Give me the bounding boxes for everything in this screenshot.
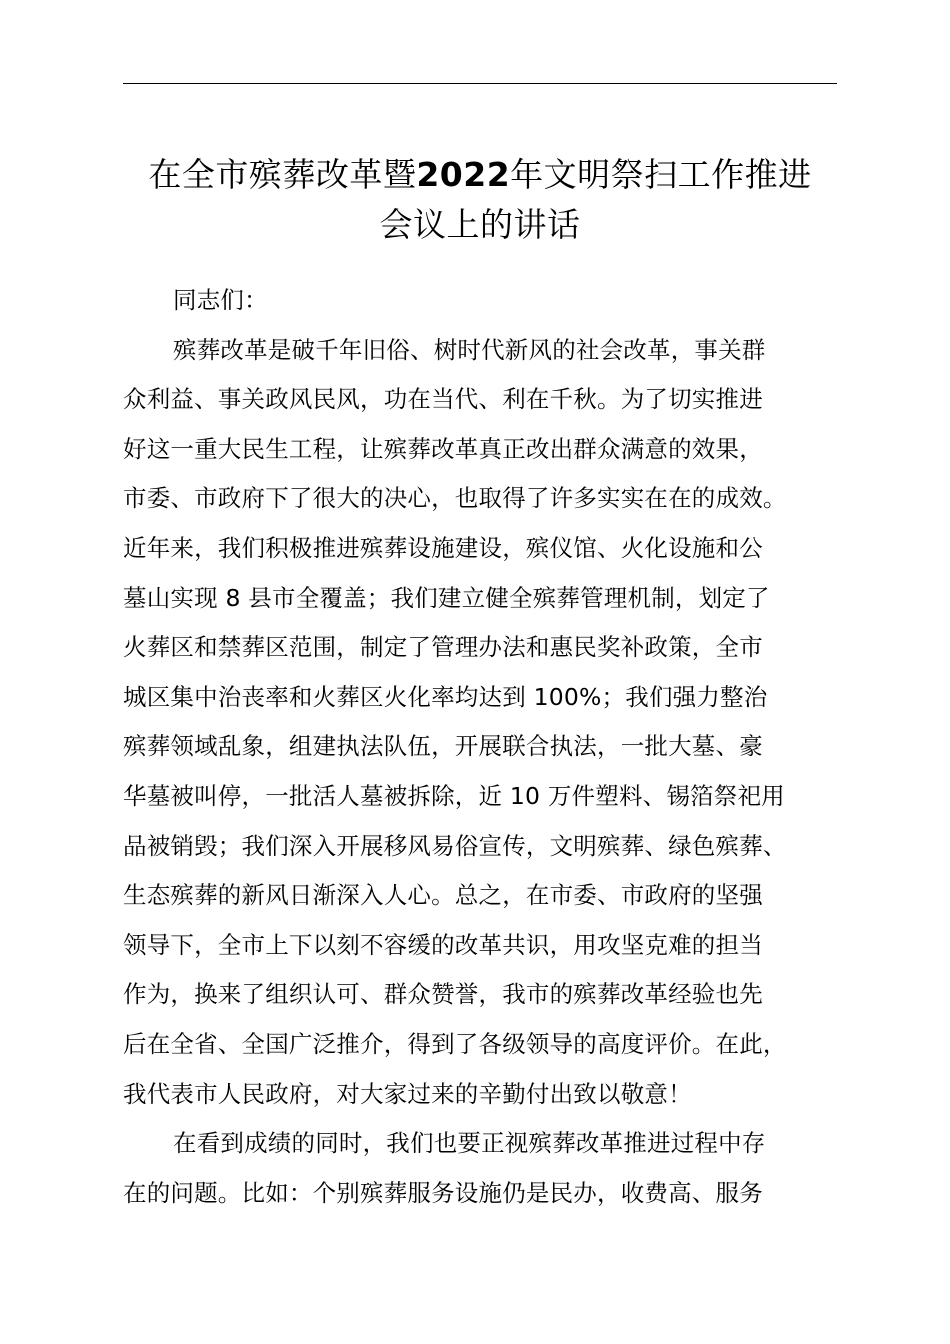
body-line: 市委、市政府下了很大的决心，也取得了许多实实在在的成效。 — [123, 484, 787, 513]
page-title — [100, 150, 860, 250]
title-line-1 — [100, 150, 860, 200]
body-line: 火葬区和禁葬区范围，制定了管理办法和惠民奖补政策，全市 — [123, 633, 763, 662]
body-line: 品被销毁；我们深入开展移风易俗宣传，文明殡葬、绿色殡葬、 — [123, 831, 787, 860]
body-line: 殡葬领域乱象，组建执法队伍，开展联合执法，一批大墓、豪 — [123, 732, 763, 761]
body-line: 墓山实现 8 县市全覆盖；我们建立健全殡葬管理机制，划定了 — [123, 583, 770, 612]
title-line-1-pre: 在全市殡葬改革暨 — [148, 155, 417, 194]
body-line: 近年来，我们积极推进殡葬设施建设，殡仪馆、火化设施和公 — [123, 533, 763, 562]
body-line: 好这一重大民生工程，让殡葬改革真正改出群众满意的效果， — [123, 434, 763, 463]
speech-body — [123, 279, 863, 1221]
body-line: 殡葬改革是破千年旧俗、树时代新风的社会改革，事关群 — [173, 335, 766, 364]
body-line: 华墓被叫停，一批活人墓被拆除，近 10 万件塑料、锡箔祭祀用 — [123, 781, 785, 810]
body-line: 后在全省、全国广泛推介，得到了各级领导的高度评价。在此， — [123, 1029, 787, 1058]
body-line: 在看到成绩的同时，我们也要正视殡葬改革推进过程中存 — [173, 1129, 766, 1158]
body-line: 城区集中治丧率和火葬区火化率均达到 100%；我们强力整治 — [123, 682, 768, 711]
body-line: 众利益、事关政风民风，功在当代、利在千秋。为了切实推进 — [123, 385, 763, 414]
body-line: 作为，换来了组织认可、群众赞誉，我市的殡葬改革经验也先 — [123, 980, 763, 1009]
body-line: 我代表市人民政府，对大家过来的辛勤付出致以敬意！ — [123, 1079, 692, 1108]
body-line: 领导下，全市上下以刻不容缓的改革共识，用攻坚克难的担当 — [123, 930, 763, 959]
body-line: 生态殡葬的新风日渐深入人心。总之，在市委、市政府的坚强 — [123, 881, 763, 910]
salutation: 同志们： — [173, 286, 268, 314]
header-rule — [123, 83, 837, 84]
title-line-2: 会议上的讲话 — [379, 205, 581, 244]
title-line-1-post: 年文明祭扫工作推进 — [510, 155, 812, 194]
title-year: 2022 — [416, 155, 511, 194]
body-line: 在的问题。比如：个别殡葬服务设施仍是民办，收费高、服务 — [123, 1178, 763, 1207]
